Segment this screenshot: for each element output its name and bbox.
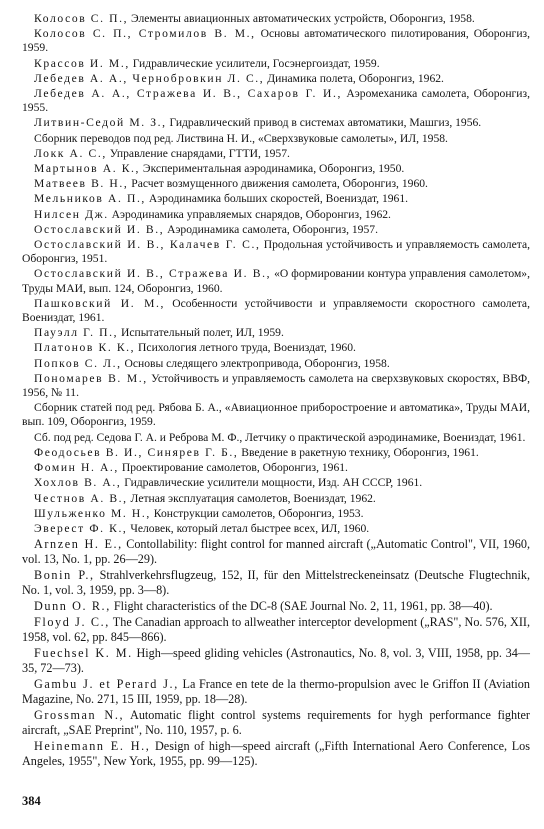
- entry-text: Элементы авиационных автоматических устройств, Оборонгиз, 1958.: [128, 12, 475, 25]
- entry-text: The Canadian approach to allweather interceptor development („RAS", No. 576, XII, 1958, vol. 62, pp. 845—866).: [22, 615, 530, 645]
- entry-text: Гидравлические усилители, Госэнергоиздат, 1959.: [129, 56, 380, 70]
- bibliography-entry: [22, 492, 530, 506]
- entry-author: Платонов К. К.,: [34, 341, 136, 355]
- bibliography-entry: [22, 27, 530, 55]
- entry-author: Остославский И. В.,: [34, 222, 165, 236]
- bibliography-entry: [22, 192, 530, 206]
- entry-author: Bonin P.,: [34, 568, 95, 583]
- bibliography-entry: [22, 57, 530, 71]
- entry-text: Аэродинамика больших скоростей, Воениздат, 1961.: [145, 192, 409, 206]
- bibliography-entry: [22, 708, 530, 738]
- entry-text: Летная эксплуатация самолетов, Воениздат, 1962.: [127, 491, 376, 505]
- entry-author: Лебедев А. А., Чернобровкин Л. С.,: [34, 71, 265, 85]
- entry-text: Введение в ракетную технику, Оборонгиз, 1961.: [238, 445, 479, 459]
- bibliography-entry: [22, 537, 530, 567]
- entry-author: Пашковский И. М.,: [34, 296, 165, 310]
- bibliography-entry: [22, 431, 530, 445]
- entry-author: Феодосьев В. И., Синярев Г. Б.,: [34, 445, 239, 459]
- bibliography-entry: [22, 507, 530, 521]
- bibliography-entry: [22, 341, 530, 355]
- bibliography-entry: [22, 739, 530, 769]
- entry-text: Сборник статей под ред. Рябова Б. А., «Авиационное приборостроение и автоматика», Труды МАИ, вып. 109, Оборонгиз, 1959.: [22, 401, 530, 429]
- bibliography-entry: [22, 87, 530, 115]
- entry-author: Нилсен Дж.: [34, 207, 109, 221]
- entry-author: Пауэлл Г. П.,: [34, 326, 119, 340]
- bibliography-entry: [22, 177, 530, 191]
- entry-text: «О формировании контура управления самолетом», Труды МАИ, вып. 124, Оборонгиз, 1960.: [22, 267, 531, 295]
- entry-text: Основы автоматического пилотирования, Оборонгиз, 1959.: [22, 27, 530, 55]
- entry-author: Матвеев В. Н.,: [34, 177, 129, 191]
- entry-author: Остославский И. В., Стражева И. В.,: [34, 267, 272, 281]
- entry-text: Аэромеханика самолета, Оборонгиз, 1955.: [22, 87, 530, 115]
- entry-author: Мельников А. П.,: [34, 192, 146, 206]
- entry-author: Фомин Н. А.,: [34, 461, 119, 475]
- entry-author: Floyd J. C.,: [34, 615, 110, 630]
- bibliography-entry: [22, 297, 530, 325]
- bibliography-entry: [22, 599, 530, 614]
- entry-text: Design of high—speed aircraft („Fifth International Aero Conference, Los Angeles, 1955", New York, 1955, pp. 99—125).: [22, 739, 530, 769]
- bibliography-entry: [22, 401, 530, 429]
- entry-text: Аэродинамика самолета, Оборонгиз, 1957.: [164, 222, 378, 236]
- entry-text: La France en tete de la thermo-propulsion avec le Griffon II (Aviation Magazine, No. 271, 15 III, 1959, pp. 18—28).: [22, 677, 530, 707]
- bibliography-entry: [22, 476, 530, 490]
- bibliography-entry: [22, 677, 530, 707]
- bibliography-entry: [22, 326, 530, 340]
- bibliography-entry: [22, 116, 530, 130]
- bibliography-entry: [22, 132, 530, 146]
- entry-text: Проектирование самолетов, Оборонгиз, 1961.: [118, 461, 348, 475]
- bibliography-entry: [22, 372, 530, 400]
- entry-text: Динамика полета, Оборонгиз, 1962.: [264, 71, 444, 85]
- entry-author: Fuechsel K. M.: [34, 646, 133, 661]
- bibliography-entry: [22, 223, 530, 237]
- entry-author: Пономарев В. М.,: [34, 371, 148, 385]
- entry-author: Шульженко М. Н.,: [34, 506, 151, 520]
- bibliography-entry: [22, 162, 530, 176]
- entry-text: Сб. под ред. Седова Г. А. и Реброва М. Ф., Летчику о практической аэродинамике, Воениздат, 1961.: [34, 430, 526, 444]
- page-number: 384: [22, 794, 41, 808]
- entry-author: Крассов И. М.,: [34, 56, 130, 70]
- entry-text: Экспериментальная аэродинамика, Оборонгиз, 1950.: [140, 162, 405, 176]
- entry-text: Расчет возмущенного движения самолета, Оборонгиз, 1960.: [128, 177, 428, 191]
- bibliography-entry: [22, 568, 530, 598]
- entry-author: Gambu J. et Perard J.,: [34, 677, 179, 692]
- bibliography-list: [22, 12, 530, 770]
- entry-text: High—speed gliding vehicles (Astronautics, No. 8, vol. 3, VIII, 1958, pp. 34—35, 72—73).: [22, 646, 530, 676]
- entry-author: Честнов А. В.,: [34, 491, 128, 505]
- entry-text: Человек, который летал быстрее всех, ИЛ, 1960.: [127, 521, 370, 535]
- entry-text: Гидравлические усилители мощности, Изд. АН СССР, 1961.: [121, 476, 423, 490]
- entry-author: Колосов С. П., Стромилов В. М.,: [34, 27, 256, 41]
- entry-text: Strahlverkehrsflugzeug, 152, II, für den Mittelstreckeneinsatz (Deutsche Flugtechnik, No. 1, vol. 3, 1959, pp. 3—8).: [22, 568, 530, 598]
- entry-author: Хохлов В. А.,: [34, 476, 122, 490]
- entry-author: Лебедев А. А., Стражева И. В., Сахаров Г. И.,: [34, 87, 343, 101]
- entry-text: Управление снарядами, ГТТИ, 1957.: [106, 146, 290, 160]
- entry-text: Contollability: flight control for manned aircraft („Automatic Control", VII, 1960, vol. 13, No. 1, pp. 26—29).: [22, 537, 530, 567]
- entry-text: Конструкции самолетов, Оборонгиз, 1953.: [150, 506, 364, 520]
- entry-author: Мартынов А. К.,: [34, 162, 141, 176]
- entry-text: Особенности устойчивости и управляемости скоростного самолета, Воениздат, 1961.: [22, 296, 530, 325]
- bibliography-entry: [22, 446, 530, 460]
- entry-text: Сборник переводов под ред. Листвина Н. И., «Сверхзвуковые самолеты», ИЛ, 1958.: [34, 131, 448, 145]
- bibliography-entry: [22, 615, 530, 645]
- bibliography-entry: [22, 12, 530, 26]
- bibliography-entry: [22, 461, 530, 475]
- entry-author: Локк А. С.,: [34, 146, 107, 160]
- entry-text: Психология летного труда, Воениздат, 1960.: [135, 341, 356, 355]
- entry-author: Литвин-Седой М. З.,: [34, 116, 167, 130]
- entry-text: Гидравлический привод в системах автоматики, Машгиз, 1956.: [166, 116, 482, 130]
- entry-author: Попков С. Л.,: [34, 356, 122, 370]
- bibliography-entry: [22, 522, 530, 536]
- entry-author: Колосов С. П.,: [34, 12, 129, 25]
- entry-author: Эверест Ф. К.,: [34, 521, 128, 535]
- bibliography-entry: [22, 646, 530, 676]
- bibliography-entry: [22, 267, 530, 295]
- entry-text: Аэродинамика управляемых снарядов, Оборонгиз, 1962.: [108, 207, 391, 221]
- entry-text: Flight characteristics of the DC-8 (SAE Journal No. 2, 11, 1961, pp. 38—40).: [110, 599, 493, 614]
- entry-text: Основы следящего электропривода, Оборонгиз, 1958.: [121, 356, 390, 370]
- entry-author: Остославский И. В., Калачев Г. С.,: [34, 238, 261, 252]
- entry-author: Dunn O. R.,: [34, 599, 111, 614]
- entry-text: Испытательный полет, ИЛ, 1959.: [118, 326, 284, 340]
- entry-text: Продольная устойчивость и управляемость самолета, Оборонгиз, 1951.: [22, 238, 530, 266]
- bibliography-entry: [22, 72, 530, 86]
- bibliography-entry: [22, 208, 530, 222]
- bibliography-entry: [22, 147, 530, 161]
- entry-text: Устойчивость и управляемость самолета на сверхзвуковых скоростях, ВВФ, 1956, № 11.: [22, 371, 531, 400]
- entry-author: Arnzen H. E.,: [34, 537, 123, 552]
- bibliography-entry: [22, 357, 530, 371]
- bibliography-entry: [22, 238, 530, 266]
- entry-author: Heinemann E. H.,: [34, 739, 151, 754]
- entry-author: Grossman N.,: [34, 708, 125, 723]
- entry-text: Automatic flight control systems requirements for hygh performance fighter aircraft, „SAE Preprint", No. 110, 1957, p. 6.: [22, 708, 530, 738]
